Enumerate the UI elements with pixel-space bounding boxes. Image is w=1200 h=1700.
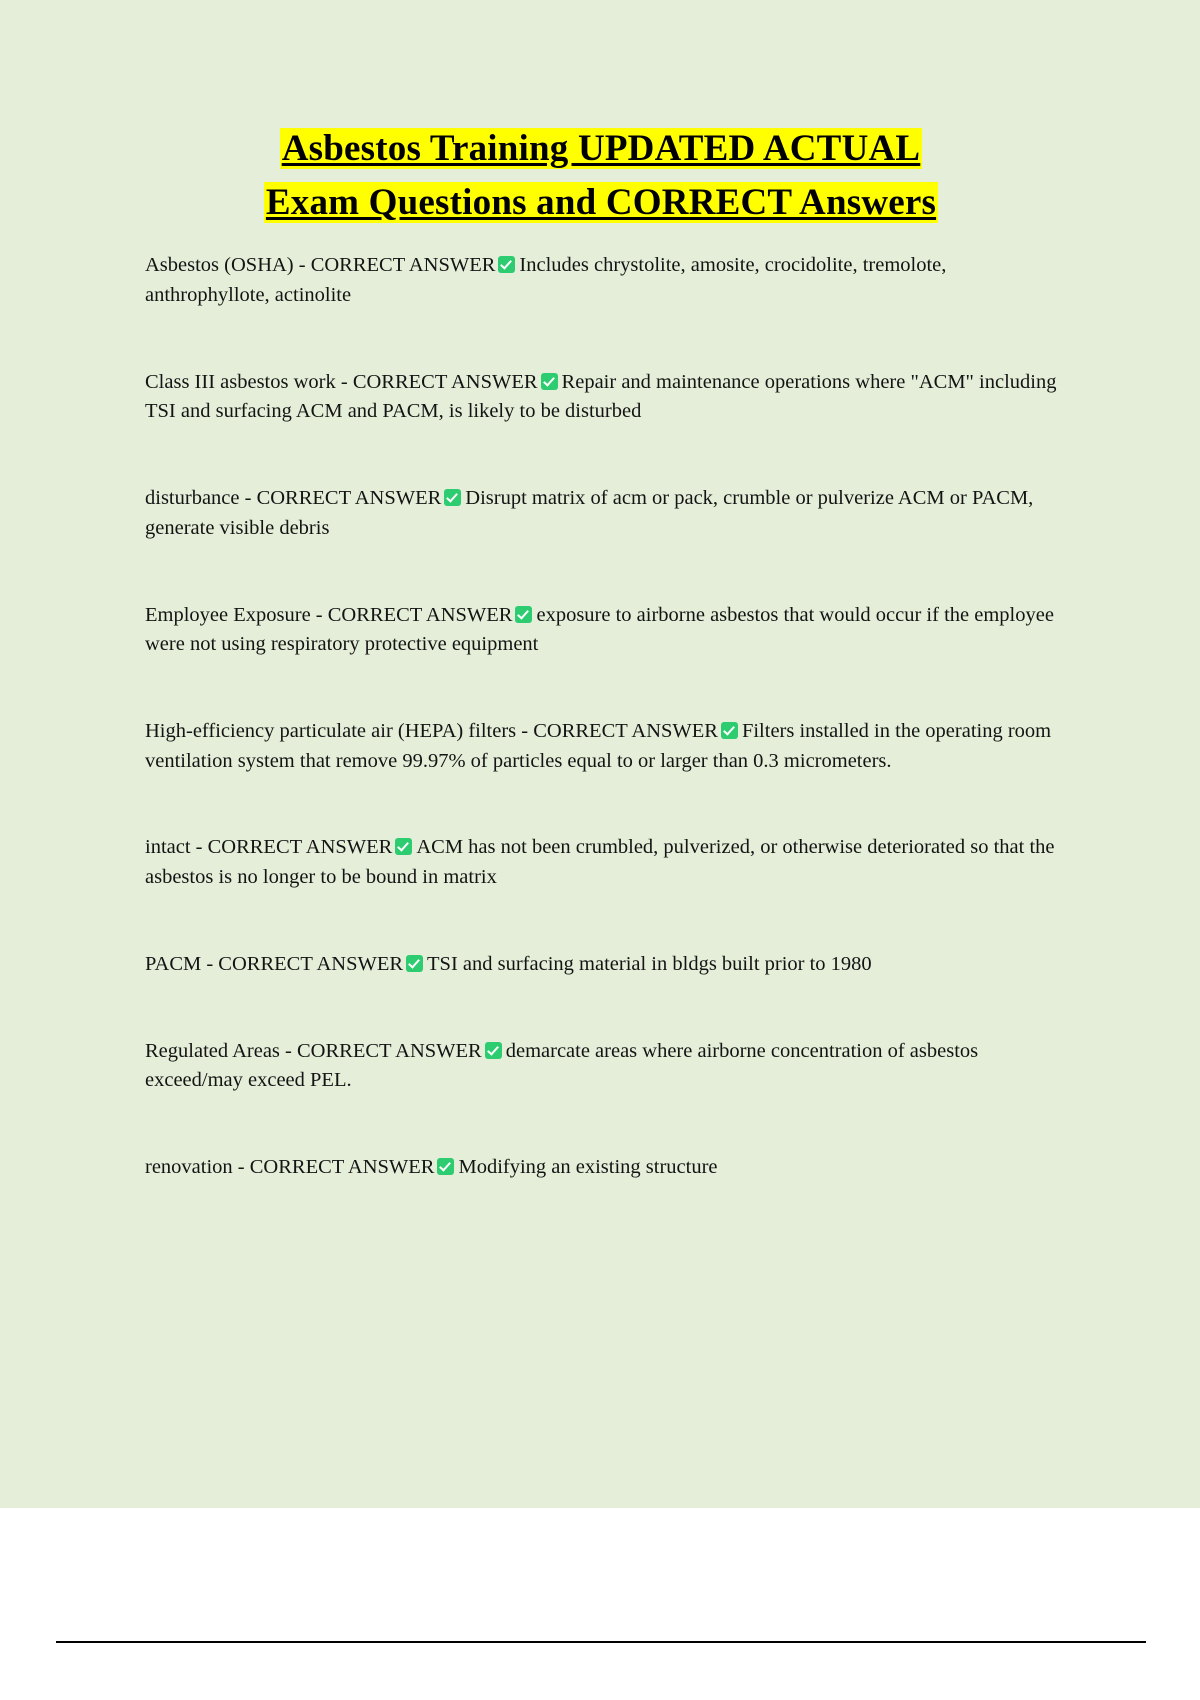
qa-item — [145, 1153, 1057, 1183]
qa-answer: Repair and maintenance operations where "ACM" including TSI and surfacing ACM and PACM, is likely to be disturbed — [145, 370, 1057, 423]
qa-list — [145, 251, 1057, 1183]
green-check-icon — [444, 489, 461, 506]
qa-term: renovation - CORRECT ANSWER — [145, 1156, 435, 1179]
page-content — [145, 122, 1057, 1183]
qa-item — [145, 717, 1057, 776]
qa-answer: ACM has not been crumbled, pulverized, or otherwise deteriorated so that the asbestos is no longer to be bound in matrix — [145, 836, 1055, 889]
green-check-icon — [485, 1042, 502, 1059]
qa-term: Employee Exposure - CORRECT ANSWER — [145, 603, 513, 626]
qa-answer: TSI and surfacing material in bldgs built prior to 1980 — [427, 952, 872, 975]
qa-item — [145, 251, 1057, 310]
qa-item — [145, 950, 1057, 980]
qa-item — [145, 833, 1057, 892]
green-check-icon — [406, 955, 423, 972]
qa-item — [145, 368, 1057, 427]
qa-answer: exposure to airborne asbestos that would occur if the employee were not using respiratory protective equipment — [145, 603, 1054, 656]
page-title-line-2: Exam Questions and CORRECT Answers — [265, 181, 937, 223]
qa-term: Asbestos (OSHA) - CORRECT ANSWER — [145, 254, 496, 277]
qa-answer: Disrupt matrix of acm or pack, crumble or pulverize ACM or PACM, generate visible debris — [145, 487, 1034, 539]
green-check-icon — [498, 256, 515, 273]
green-check-icon — [437, 1158, 454, 1175]
page-title-line-1: Asbestos Training UPDATED ACTUAL — [281, 128, 921, 169]
qa-term: PACM - CORRECT ANSWER — [145, 952, 404, 975]
qa-term: Regulated Areas - CORRECT ANSWER — [145, 1039, 482, 1062]
green-check-icon — [721, 722, 738, 739]
qa-term: High-efficiency particulate air (HEPA) filters - CORRECT ANSWER — [145, 720, 718, 743]
page-title — [145, 122, 1057, 229]
qa-term: disturbance - CORRECT ANSWER — [145, 487, 442, 510]
qa-term: Class III asbestos work - CORRECT ANSWER — [145, 370, 538, 393]
qa-term: intact - CORRECT ANSWER — [145, 836, 393, 859]
green-check-icon — [395, 838, 412, 855]
qa-item — [145, 1037, 1057, 1096]
qa-item — [145, 601, 1057, 660]
green-check-icon — [541, 373, 558, 390]
page-footer-space — [0, 1508, 1200, 1642]
qa-answer: Modifying an existing structure — [458, 1156, 718, 1179]
qa-answer: Filters installed in the operating room ventilation system that remove 99.97% of particles equal to or larger than 0.3 micrometers. — [145, 720, 1052, 772]
qa-item — [145, 484, 1057, 543]
qa-answer: Includes chrystolite, amosite, crocidolite, tremolote, anthrophyllote, actinolite — [145, 254, 947, 306]
bottom-margin — [0, 1643, 1200, 1700]
qa-answer: demarcate areas where airborne concentration of asbestos exceed/may exceed PEL. — [145, 1039, 979, 1092]
green-check-icon — [515, 606, 532, 623]
